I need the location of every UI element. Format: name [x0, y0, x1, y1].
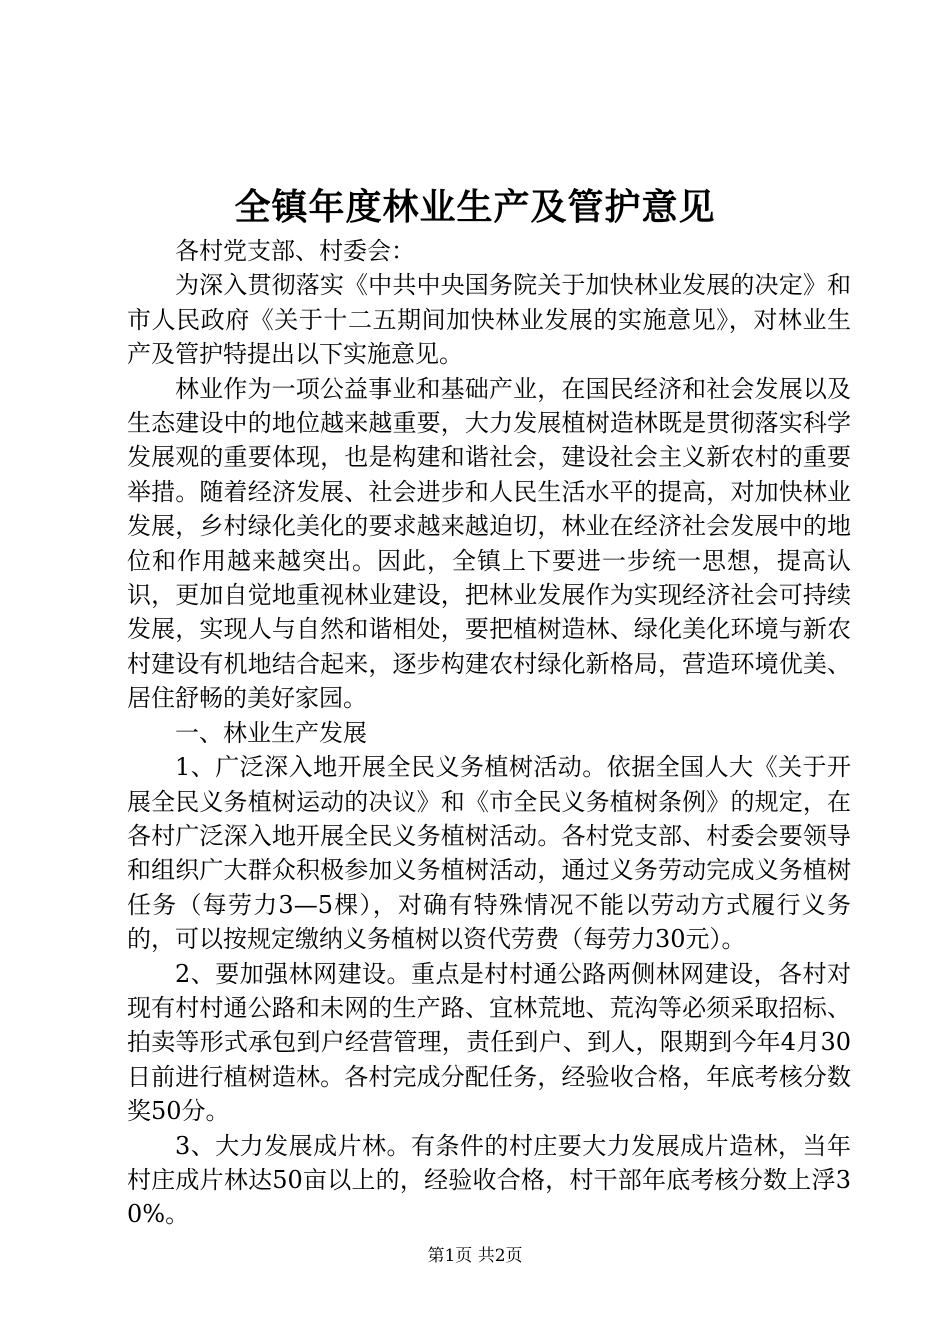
paragraph-item-1: 1、广泛深入地开展全民义务植树活动。依据全国人大《关于开展全民义务植树运动的决议》和《市全民义务植树条例》的规定，在各村广泛深入地开展全民义务植树活动。各村党支部、村委会要领导和组织广大群众积极参加义务植树活动，通过义务劳动完成义务植树任务（每劳力3—5棵），对确有特殊情况不能以劳动方式履行义务的，可以按规定缴纳义务植树以资代劳费（每劳力30元）。	[127, 753, 851, 954]
section-heading-1: 一、林业生产发展	[175, 718, 367, 747]
paragraph-importance: 林业作为一项公益事业和基础产业，在国民经济和社会发展以及生态建设中的地位越来越重要，大力发展植树造林既是贯彻落实科学发展观的重要体现，也是构建和谐社会，建设社会主义新农村的重要举措。随着经济发展、社会进步和人民生活水平的提高，对加快林业发展，乡村绿化美化的要求越来越迫切，林业在经济社会发展中的地位和作用越来越突出。因此，全镇上下要进一步统一思想，提高认识，更加自觉地重视林业建设，把林业发展作为实现经济社会可持续发展，实现人与自然和谐相处，要把植树造林、绿化美化环境与新农村建设有机地结合起来，逐步构建农村绿化新格局，营造环境优美、居住舒畅的美好家园。	[127, 374, 851, 713]
salutation: 各村党支部、村委会：	[175, 237, 415, 265]
paragraph-intro: 为深入贯彻落实《中共中央国务院关于加快林业发展的决定》和市人民政府《关于十二五期间加快林业发展的实施意见》，对林业生产及管护特提出以下实施意见。	[127, 271, 851, 369]
paragraph-item-2: 2、要加强林网建设。重点是村村通公路两侧林网建设，各村对现有村村通公路和未网的生产路、宜林荒地、荒沟等必须采取招标、拍卖等形式承包到户经营管理，责任到户、到人，限期到今年4月30日前进行植树造林。各村完成分配任务，经验收合格，年底考核分数奖50分。	[127, 959, 851, 1126]
document-body	[127, 234, 851, 1232]
page-footer: 第1页 共2页	[427, 1246, 523, 1266]
document-title: 全镇年度林业生产及管护意见	[234, 187, 716, 228]
paragraph-item-3: 3、大力发展成片林。有条件的村庄要大力发展成片造林，当年村庄成片林达50亩以上的，经验收合格，村干部年底考核分数上浮30%。	[127, 1131, 851, 1229]
